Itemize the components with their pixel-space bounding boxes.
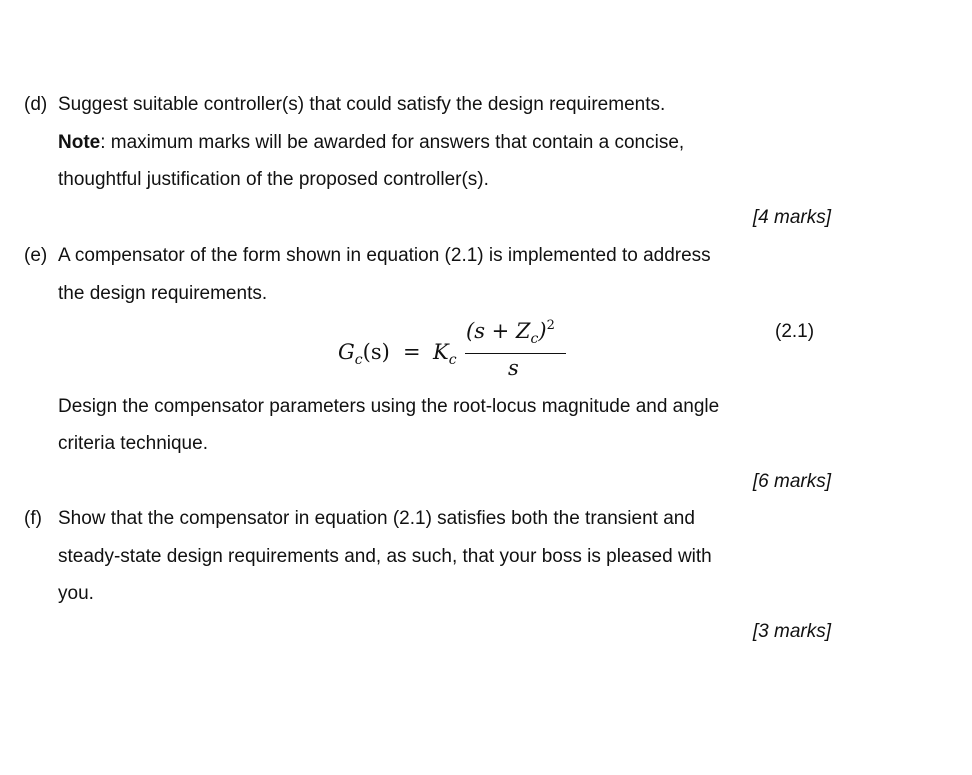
note-label: Note: [58, 132, 101, 153]
note-text-line-1: : maximum marks will be awarded for answers that contain a concise,: [100, 132, 685, 153]
part-e-label: (e): [24, 245, 48, 266]
equation-denominator: s: [508, 356, 519, 380]
fraction-bar: [465, 353, 566, 354]
equation-number: (2.1): [775, 321, 815, 342]
part-e-text-line-2: the design requirements.: [58, 283, 268, 304]
equation-lhs: $G_c(s)$: [338, 340, 390, 368]
part-d-note: [58, 131, 684, 155]
part-f-text-line-2: steady-state design requirements and, as such, that your boss is pleased with: [58, 546, 712, 567]
part-e-text-line-3: Design the compensator parameters using the root-locus magnitude and angle: [58, 396, 720, 417]
part-d-marks: [4 marks]: [752, 207, 831, 228]
part-e-text-line-1: A compensator of the form shown in equation (2.1) is implemented to address: [58, 245, 711, 266]
part-f-text-line-1: Show that the compensator in equation (2.1) satisfies both the transient and: [58, 508, 695, 529]
note-text-line-2: thoughtful justification of the proposed controller(s).: [58, 169, 489, 190]
part-e-marks: [6 marks]: [752, 471, 831, 492]
equation-equals: =: [403, 340, 421, 364]
part-f-text-line-3: you.: [58, 583, 94, 604]
equation-gain: $K_c$: [433, 340, 457, 368]
compensator-equation: [338, 318, 578, 384]
part-f-marks: [3 marks]: [752, 621, 831, 642]
part-e-text-line-4: criteria technique.: [58, 433, 208, 454]
equation-numerator: $(s + Z_c)^2$: [466, 318, 555, 347]
part-d-label: (d): [24, 94, 48, 115]
part-d-question: Suggest suitable controller(s) that could satisfy the design requirements.: [58, 94, 666, 115]
part-f-label: (f): [24, 508, 42, 529]
